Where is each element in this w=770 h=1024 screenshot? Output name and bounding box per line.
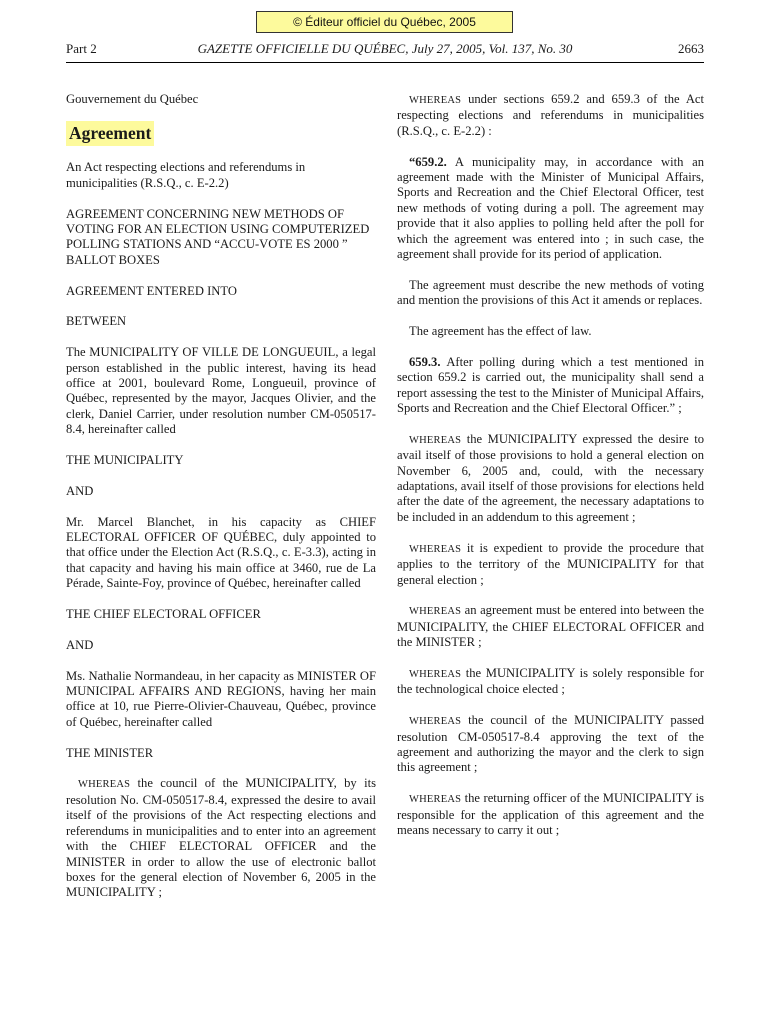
whereas-text: the council of the MUNICIPALITY passed resolution CM-050517-8.4 approving the text of the agreement and authorizing the mayor and the clerk to sign this agreement ; (397, 713, 704, 775)
whereas-text: the MUNICIPALITY is solely responsible for the technological choice elected ; (397, 665, 704, 697)
ceo-label: THE CHIEF ELECTORAL OFFICER (66, 607, 261, 622)
right-column (397, 92, 704, 854)
page-number: 2663 (678, 41, 704, 56)
section-number: 659.3. (409, 354, 441, 369)
copyright-banner: © Éditeur officiel du Québec, 2005 (256, 11, 513, 33)
whereas-lead: WHEREAS (409, 606, 462, 618)
running-header (66, 40, 704, 58)
whereas-text: it is expedient to provide the procedure that applies to the territory of the MUNICIPALITY for that general election ; (397, 540, 704, 587)
whereas-text: the MUNICIPALITY expressed the desire to avail itself of those provisions to hold a general election on November 6, 2005 and, could, with the necessary adaptations, avail itself of those provisions for elections held after the date of the agreement, the necessary adaptations to be included in an addendum to this agreement ; (397, 431, 704, 524)
agreement-subject: AGREEMENT CONCERNING NEW METHODS OF VOTING FOR AN ELECTION USING COMPUTERIZED POLLING STATIONS AND “ACCU-VOTE ES 2000 ” BALLOT BOXES (66, 206, 370, 267)
whereas-paragraph (397, 92, 704, 139)
and-label-2: AND (66, 637, 94, 652)
gazette-title: GAZETTE OFFICIELLE DU QUÉBEC, July 27, 2005, Vol. 137, No. 30 (197, 41, 573, 56)
section-text: A municipality may, in accordance with an agreement made with the Minister of Municipal Affairs, Sports and Recreation and the Chief Electoral Officer, test new methods of voting during a poll. The agreement may provide that it also applies to polling held after the poll for which the agreement was entered into ; in such case, the agreement shall provide for its period of application. (397, 154, 704, 262)
act-title: An Act respecting elections and referendums in municipalities (R.S.Q., c. E-2.2) (66, 160, 306, 190)
whereas-text: an agreement must be entered into between the MUNICIPALITY, the CHIEF ELECTORAL OFFICER and the MINISTER ; (397, 603, 704, 650)
whereas-paragraph (397, 432, 704, 525)
and-label-1: AND (66, 483, 94, 498)
whereas-lead: WHEREAS (409, 543, 462, 555)
whereas-text: the returning officer of the MUNICIPALITY is responsible for the application of this agreement and the means necessary to carry it out ; (397, 791, 704, 837)
whereas-paragraph (397, 713, 704, 776)
whereas-lead: WHEREAS (409, 668, 462, 680)
government-line: Gouvernement du Québec (66, 92, 199, 106)
minister-paragraph: Ms. Nathalie Normandeau, in her capacity as MINISTER OF MUNICIPAL AFFAIRS AND REGIONS, having her main office at 10, rue Pierre-Olivier-Chauveau, Québec, province of Québec, hereinafter called (66, 668, 376, 729)
part-label: Part 2 (66, 41, 97, 56)
agreement-heading: Agreement (66, 121, 154, 146)
whereas-lead: WHEREAS (409, 434, 462, 446)
left-column (66, 92, 376, 916)
municipality-paragraph: The MUNICIPALITY OF VILLE DE LONGUEUIL, a legal person established in the public interest, having its head office at 2001, boulevard Rome, Longueuil, province of Québec, represented by the mayor, Jacques Olivier, and the clerk, Daniel Carrier, under resolution number CM-050517-8.4, hereinafter called (66, 345, 376, 437)
whereas-text: the council of the MUNICIPALITY, by its resolution No. CM-050517-8.4, expressed the desire to avail itself of the provisions of the Act respecting elections and referendums in municipalities and to enter into an agreement with the CHIEF ELECTORAL OFFICER and the MINISTER in order to allow the use of electronic ballot boxes for the general election of November 6, 2005 in the MUNICIPALITY ; (66, 776, 376, 900)
whereas-paragraph (66, 776, 376, 900)
whereas-paragraph (397, 603, 704, 650)
header-rule (66, 62, 704, 63)
between-label: BETWEEN (66, 314, 127, 329)
minister-label: THE MINISTER (66, 745, 154, 760)
whereas-lead: WHEREAS (409, 794, 462, 806)
whereas-lead: WHEREAS (409, 95, 462, 106)
section-659-3 (397, 355, 704, 417)
section-number: “659.2. (409, 154, 447, 169)
ceo-paragraph: Mr. Marcel Blanchet, in his capacity as CHIEF ELECTORAL OFFICER OF QUÉBEC, duly appointed to that office under the Election Act (R.S.Q., c. E-3.3), acting in that capacity and having his main office at 3460, rue de La Pérade, Sainte-Foy, province of Québec, hereinafter called (66, 514, 376, 591)
section-paragraph: The agreement must describe the new methods of voting and mention the provisions of this Act it amends or replaces. (397, 277, 704, 308)
whereas-text: under sections 659.2 and 659.3 of the Act respecting elections and referendums in municipalities (R.S.Q., c. E-2.2) : (397, 92, 704, 138)
whereas-lead: WHEREAS (409, 716, 462, 728)
whereas-paragraph (397, 541, 704, 588)
whereas-lead: WHEREAS (78, 779, 131, 791)
section-paragraph: The agreement has the effect of law. (409, 324, 592, 339)
section-text: After polling during which a test mentioned in section 659.2 is carried out, the municipality shall send a report assessing the test to the Minister of Municipal Affairs, Sports and Recreation and the Chief Electoral Officer.” ; (397, 354, 704, 416)
whereas-paragraph (397, 791, 704, 838)
section-659-2 (397, 155, 704, 263)
municipality-label: THE MUNICIPALITY (66, 453, 184, 468)
agreement-entered: AGREEMENT ENTERED INTO (66, 283, 237, 298)
whereas-paragraph (397, 666, 704, 698)
